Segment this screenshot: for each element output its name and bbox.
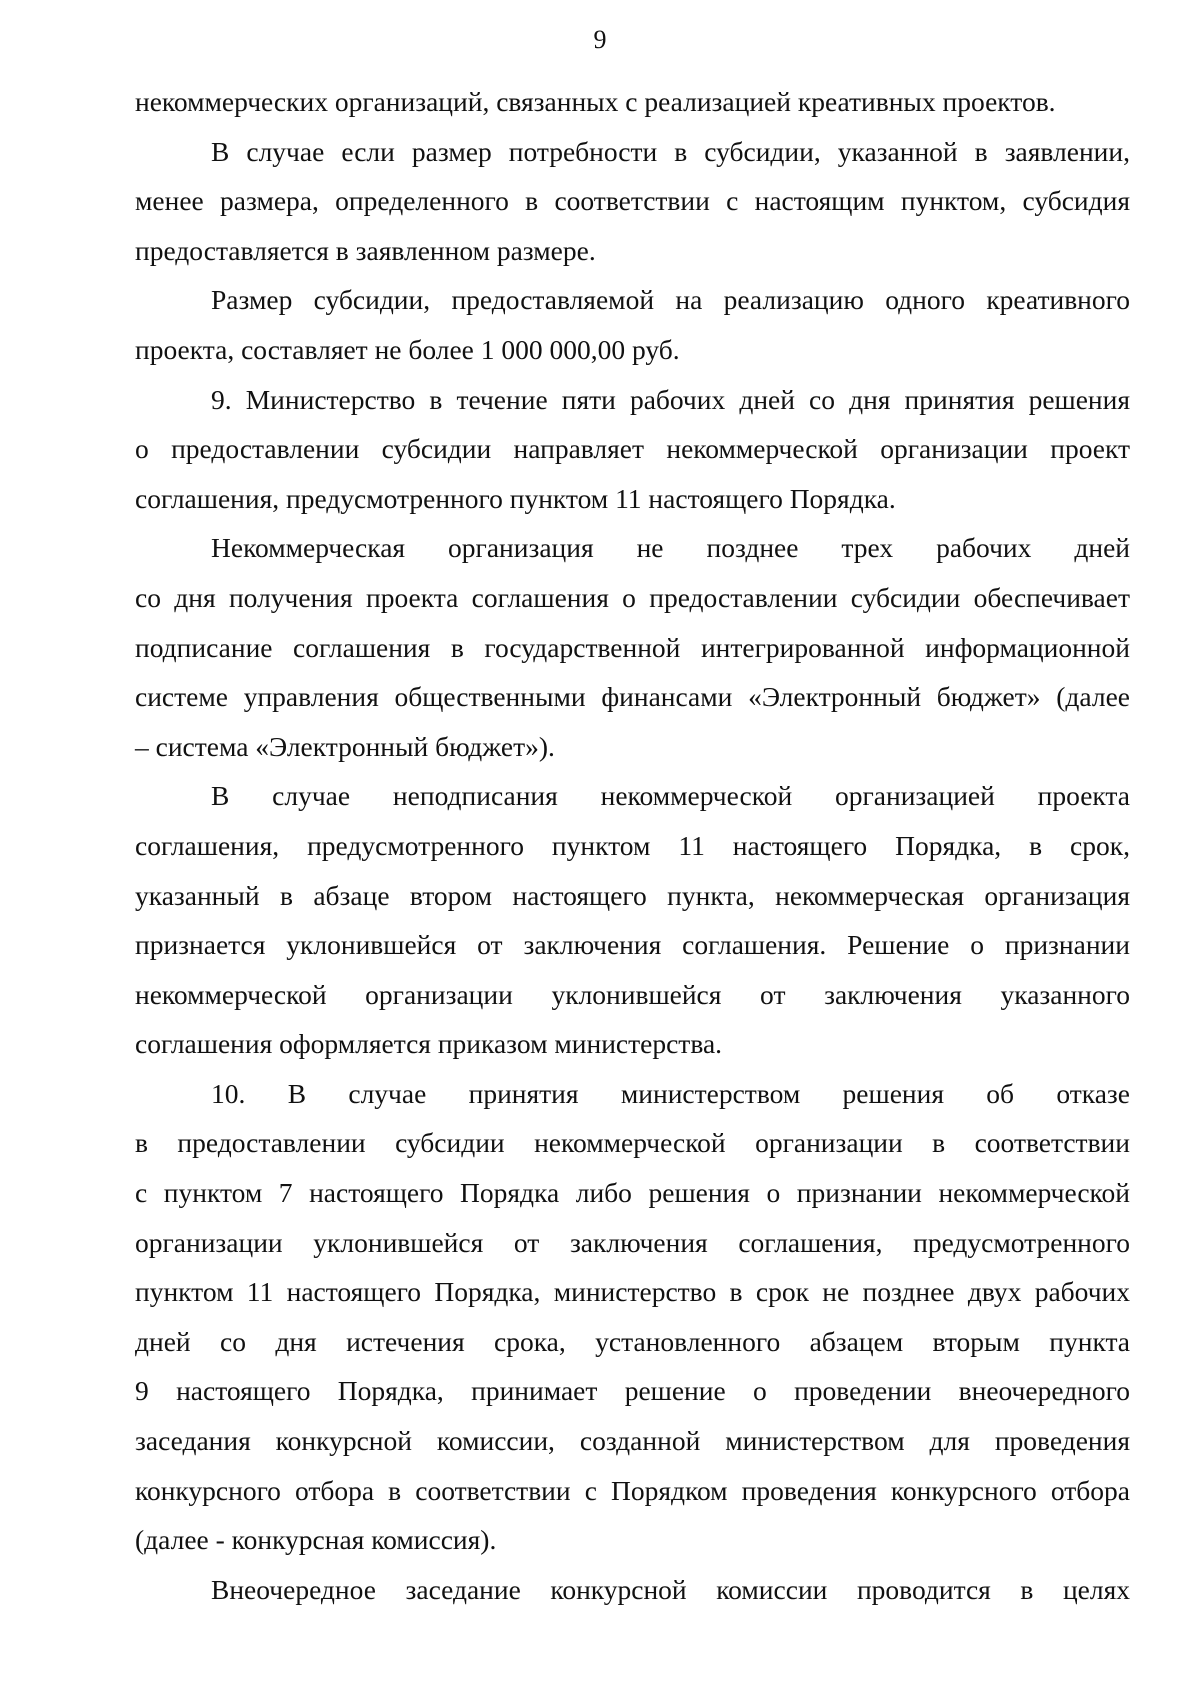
document-body — [135, 77, 1130, 1614]
text-line: Размер субсидии, предоставляемой на реализацию одного креативного — [211, 284, 1130, 316]
page-number: 9 — [593, 25, 607, 54]
text-line: проекта, составляет не более 1 000 000,00 руб. — [135, 333, 680, 365]
text-line: некоммерческой организации уклонившейся от заключения указанного — [135, 978, 1130, 1010]
text-line: Внеочередное заседание конкурсной комиссии проводится в целях — [211, 1573, 1130, 1605]
text-line: 10. В случае принятия министерством решения об отказе — [211, 1077, 1130, 1109]
text-line: Некоммерческая организация не позднее трех рабочих дней — [211, 532, 1130, 564]
text-line: в предоставлении субсидии некоммерческой организации в соответствии — [135, 1127, 1130, 1159]
text-line: 9 настоящего Порядка, принимает решение о проведении внеочередного — [135, 1375, 1130, 1407]
text-line: соглашения, предусмотренного пунктом 11 настоящего Порядка, в срок, — [135, 829, 1130, 861]
text-line: о предоставлении субсидии направляет некоммерческой организации проект — [135, 433, 1130, 465]
text-line: конкурсного отбора в соответствии с Порядком проведения конкурсного отбора — [135, 1474, 1130, 1506]
text-line: В случае если размер потребности в субсидии, указанной в заявлении, — [211, 135, 1130, 167]
text-line: подписание соглашения в государственной интегрированной информационной — [135, 631, 1130, 663]
text-line: со дня получения проекта соглашения о предоставлении субсидии обеспечивает — [135, 581, 1130, 613]
text-line: 9. Министерство в течение пяти рабочих дней со дня принятия решения — [211, 383, 1130, 415]
text-line: (далее - конкурсная комиссия). — [135, 1524, 497, 1556]
text-line: указанный в абзаце втором настоящего пункта, некоммерческая организация — [135, 879, 1130, 911]
text-line: организации уклонившейся от заключения соглашения, предусмотренного — [135, 1226, 1130, 1258]
text-line: заседания конкурсной комиссии, созданной министерством для проведения — [135, 1425, 1130, 1457]
text-line: В случае неподписания некоммерческой организацией проекта — [211, 780, 1130, 812]
text-line: некоммерческих организаций, связанных с реализацией креативных проектов. — [135, 86, 1056, 117]
text-line: предоставляется в заявленном размере. — [135, 234, 596, 266]
text-line: – система «Электронный бюджет»). — [135, 730, 555, 762]
text-line: дней со дня истечения срока, установленного абзацем вторым пункта — [135, 1325, 1130, 1357]
text-line: соглашения оформляется приказом министерства. — [135, 1028, 723, 1060]
text-line: признается уклонившейся от заключения соглашения. Решение о признании — [135, 929, 1130, 961]
text-line: системе управления общественными финансами «Электронный бюджет» (далее — [135, 681, 1130, 713]
text-line: с пунктом 7 настоящего Порядка либо решения о признании некоммерческой — [135, 1177, 1130, 1209]
text-line: менее размера, определенного в соответствии с настоящим пунктом, субсидия — [135, 185, 1130, 217]
text-line: соглашения, предусмотренного пунктом 11 настоящего Порядка. — [135, 482, 896, 514]
text-line: пунктом 11 настоящего Порядка, министерство в срок не позднее двух рабочих — [135, 1276, 1130, 1308]
